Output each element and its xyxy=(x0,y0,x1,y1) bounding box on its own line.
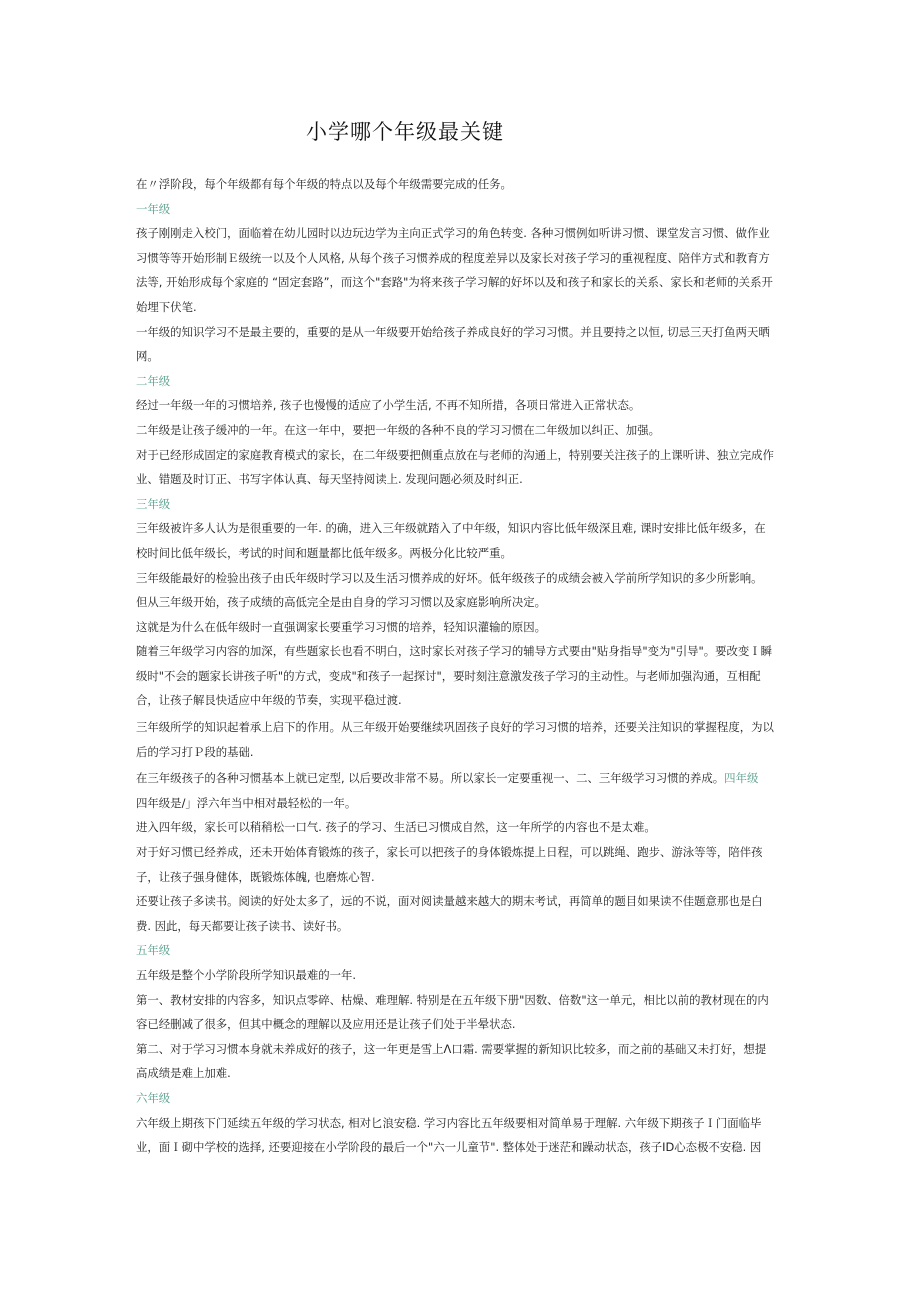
heading-grade-6: 六年级 xyxy=(136,1090,171,1105)
paragraph: 进入四年级，家长可以稍稍松一口气. 孩子的学习、生活已习惯成自然，这一年所学的内容也不是太难。 xyxy=(136,820,656,835)
paragraph: 三年级所学的知识起着承上启下的作用。从三年级开始要继续巩固孩子良好的学习习惯的培养，还要关注知识的掌握程度，为以后的学习打Ｐ段的基础. xyxy=(136,720,774,759)
paragraph: 六年级上期孩下门延续五年级的学习状态, 相对匕浪安稳. 学习内容比五年级要相对简单易于理解. 六年级下期孩子Ｉ门面临毕业，面Ｉ砌中学校的选择, 还要迎接在小学阶段的最后一个"六一儿童节". 整体处于迷茫和躁动状态，孩子ID心态极不安稳. 因 xyxy=(136,1115,762,1155)
document-body xyxy=(136,172,776,1160)
paragraph: 第二、对于学习习惯本身就未养成好的孩子，这一年更是雪上Λ口霜. 需要掌握的新知识比较多，而之前的基础又未打好，想提高成绩是难上加难. xyxy=(136,1041,767,1081)
paragraph-text: 在三年级孩子的各种习惯基本上就已定型, 以后要改非常不易。所以家长一定要重视一、二、三年级学习习惯的养成。 xyxy=(136,771,725,786)
paragraph: 对于好习惯已经养成，还未开始体育锻炼的孩子，家长可以把孩子的身体锻炼提上日程，可以跳绳、跑步、游泳等等，陪伴孩子，让孩子强身健体，既锻炼体魄, 也磨炼心智. xyxy=(136,845,763,884)
paragraph: 四年级是/」浮六年当中相对最轻松的一年。 xyxy=(136,795,357,810)
heading-grade-4: 四年级 xyxy=(724,771,759,786)
paragraph: 孩子刚刚走入校门，面临着在幼儿园时以边玩边学为主向正式学习的角色转变. 各种习惯例如听讲习惯、课堂发言习惯、做作业习惯等等开始形制Ｅ级统一以及个人风格, 从每个孩子习惯养成的程度差异以及家长对孩子学习的重视程度、陪伴方式和教育方法等, 开始形成每个家庭的 “固定套路”，而这个"套路"为将来孩子学习解的好坏以及和孩子和家长的关系、家长和老师的关系开始埋下伏笔. xyxy=(136,226,773,314)
paragraph: 对于已经形成固定的家庭教育模式的家长，在二年级要把侧重点放在与老师的沟通上，特别要关注孩子的上课听讲、独立完成作业、错题及时订正、书写字体认真、每天坚持阅读上. 发现问题必须及时纠正. xyxy=(136,447,774,487)
paragraph: 但从三年级开始，孩子成绩的高低完全是由自身的学习习惯以及家庭影响所决定。 xyxy=(136,595,547,610)
paragraph: 二年级是让孩子缓冲的一年。在这一年中，要把一年级的各种不良的学习习惯在二年级加以纠正、加强。 xyxy=(136,422,660,437)
heading-grade-1: 一年级 xyxy=(136,201,171,216)
page-title: 小学哪个年级最关键 xyxy=(306,120,504,144)
paragraph: 五年级是整个小学阶段所学知识最难的一年. xyxy=(136,968,357,982)
paragraph: 一年级的知识学习不是最主要的，重要的是从一年级要开始给孩子养成良好的学习习惯。并且要持之以恒, 切忌三天打鱼两天晒网。 xyxy=(136,324,770,364)
intro-paragraph: 在〃浮阶段，每个年级都有每个年级的特点以及每个年级需要完成的任务。 xyxy=(136,177,512,191)
paragraph: 这就是为什么在低年级时一直强调家长要重学习习惯的培养，轻知识灌输的原因。 xyxy=(136,619,547,634)
paragraph: 还要让孩子多读书。阅读的好处太多了，远的不说，面对阅读量越来越大的期末考试，再简单的题目如果读不佳题意那也是白费. 因此，每天都要让孩子读书、读好书。 xyxy=(136,894,763,933)
paragraph xyxy=(136,766,776,791)
paragraph: 三年级能最好的检验出孩子由氏年级时学习以及生活习惯养成的好坏。低年级孩子的成绩会被入学前所学知识的多少所影响。 xyxy=(136,570,763,585)
paragraph: 三年级被许多人认为是很重要的一年. 的确，进入三年级就踏入了中年级，知识内容比低年级深且难, 课时安排比低年级多，在校时间比低年级长，考试的时间和题量都比低年级多。两极分化比较严重。 xyxy=(136,521,766,560)
paragraph: 经过一年级一年的习惯培养, 孩子也慢慢的适应了小学生活, 不再不知所措，各项日常进入正常状态。 xyxy=(136,398,641,413)
paragraph: 随着三年级学习内容的加深，有些题家长也看不明白，这时家长对孩子学习的辅导方式要由"贴身指导"变为"引导"。要改变Ｉ瞬级时"不会的题家长讲孩子听"的方式，变成"和孩子一起探讨"，要时刻注意激发孩子学习的主动性。与老师加强沟通，互相配合，让孩子解艮快适应中年级的节奏，实现平稳过渡. xyxy=(136,644,773,708)
paragraph: 第一、教材安排的内容多，知识点零碎、枯燥、难理解. 特别是在五年级下册"因数、倍数"这一单元，相比以前的教材现在的内容已经删减了很多，但其中概念的理解以及应用还是让孩子们处于半晕状态. xyxy=(136,992,769,1032)
heading-grade-3: 三年级 xyxy=(136,496,171,511)
heading-grade-5: 五年级 xyxy=(136,943,171,958)
heading-grade-2: 二年级 xyxy=(136,373,171,388)
